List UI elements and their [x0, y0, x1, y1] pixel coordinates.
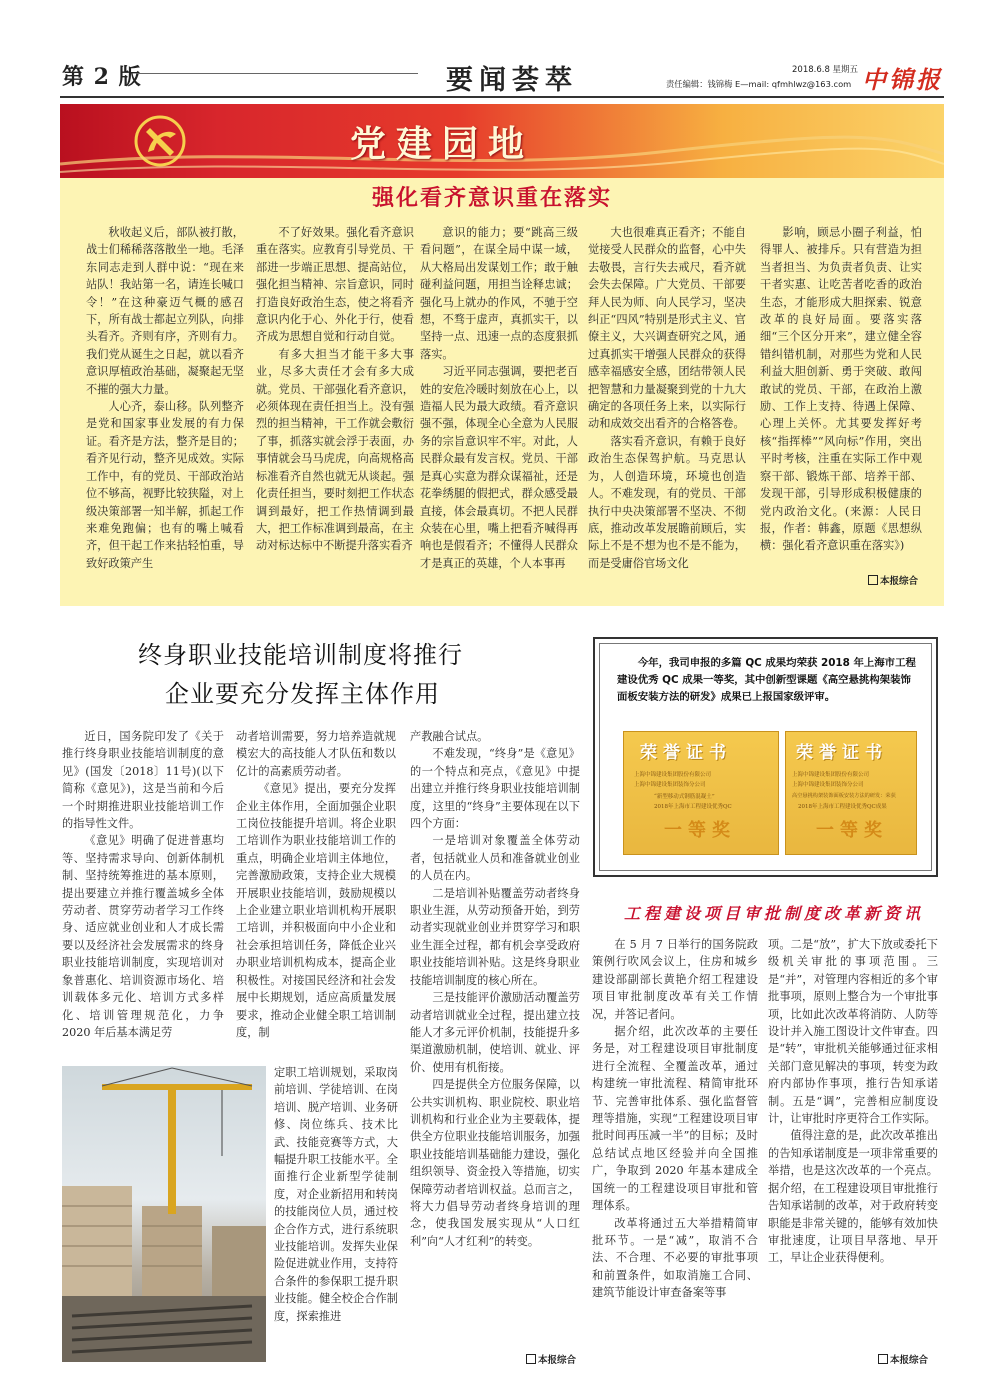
honor-box — [593, 637, 938, 877]
paragraph: 近日，国务院印发了《关于推行终身职业技能培训制度的意见》(国发〔2018〕11号)(以下简称《意见》)，这是当前和今后一个时期推进职业技能培训工作的指导性文件。 — [62, 730, 224, 831]
paragraph: 三是技能评价激励活动覆盖劳动者培训就业全过程，提出建立技能人才多元评价机制，技能提升多渠道激励机制，使培训、就业、评价、使用有机衔接。 — [410, 991, 580, 1074]
paragraph: 人心齐，泰山移。队列整齐是党和国家事业发展的有力保证。看齐是方法，整齐是目的；看齐见行动，整齐见成效。实际工作中，有的党员、干部政治站位不够高，视野比较狭隘，对上级决策部署一知半解，抓起工作来难免跑偏；也有的嘴上喊看齐，但干起工作来拈轻怕重，导致好政策产生 — [86, 400, 244, 570]
paragraph: 动者培训需要，努力培养造就规模宏大的高技能人才队伍和数以亿计的高素质劳动者。 — [236, 730, 396, 778]
source-tag-label: 本报综合 — [538, 1355, 577, 1366]
paragraph: 二是培训补贴覆盖劳动者终身职业生涯，从劳动预备开始，到劳动者实现就业创业并贯穿学习和职业生涯全过程，都有机会享受政府职业技能培训补贴。这是终身职业技能培训制度的核心所在。 — [410, 886, 580, 987]
paragraph: 《意见》提出，要充分发挥企业主体作用，全面加强企业职工岗位技能提升培训。将企业职工培训作为职业技能培训工作的重点，明确企业培训主体地位，完善激励政策，支持企业大规模开展职业技能培训，鼓励规模以上企业建立职业培训机构开展职工培训，并积极面向中小企业和社会承担培训任务，降低企业兴办职业培训机构成本，提高企业积极性。对接国民经济和社会发展中长期规划，适应高质量发展要求，推动企业健全职工培训制度，制 — [236, 782, 396, 1039]
section-title: 要闻荟萃 — [446, 65, 578, 96]
vocational-column-2 — [236, 728, 396, 1058]
certificate-line: 2018年上海市工程建设优秀QC成果 — [798, 804, 887, 810]
approval-column-1 — [592, 936, 758, 1360]
party-column-1 — [86, 224, 244, 596]
paragraph: 意识的能力；要“跳高三级看问题”，在谋全局中谋一域，从大格局出发谋划工作；敢于触碰利益问题，用担当诠释忠诚；强化马上就办的作风，不驰于空想，不骛于虚声，真抓实干，以坚持一点、迅速一点的态度狠抓落实。 — [420, 226, 578, 361]
paragraph: 据介绍，此次改革的主要任务是，对工程建设项目审批制度进行全流程、全覆盖改革，通过构建统一审批流程、精简审批环节、完善审批体系、强化监督管理等措施，实现“工程建设项目审批时间再压减一半”的目标；及时总结试点地区经验并向全国推广，争取到 2020 年基本建成全国统一的工程建设项目审批和管理体系。 — [592, 1025, 758, 1213]
certificate-heading: 荣誉证书 — [640, 743, 732, 763]
source-tag — [868, 573, 918, 587]
vocational-title-line1: 终身职业技能培训制度将推行 — [138, 641, 463, 669]
vocational-column-3 — [410, 728, 580, 1362]
certificate-heading: 荣誉证书 — [796, 743, 888, 763]
party-banner-title: 党建园地 — [350, 123, 535, 165]
certificate-line: 2018年上海市工程建设优秀QC — [654, 804, 732, 810]
crane-image-icon — [62, 1066, 266, 1362]
certificate-line: “新型移动式钢筋混凝土” — [654, 794, 715, 800]
paragraph: 有多大担当才能干多大事业，尽多大责任才会有多大成就。党员、干部强化看齐意识，必须体现在责任担当上。没有强烈的担当精神，干工作就会敷衍了事，抓落实就会浮于表面，办事情就会马马虎虎，向高规格高标准看齐自然也就无从谈起。强化责任担当，要时刻把工作状态调到最好，把工作热情调到最大，把工作标准调到最高，在主动对标达标中不断提升落实看齐 — [256, 347, 414, 553]
source-tag — [526, 1352, 576, 1366]
party-column-3 — [420, 224, 578, 596]
paragraph: 四是提供全方位服务保障，以公共实训机构、职业院校、职业培训机构和行业企业为主要载体，提供全方位职业技能培训服务，加强职业技能培训基础能力建设，强化组织领导、资金投入等措施，切实保障劳动者培训权益。总而言之，将大力倡导劳动者终身培训的理念，使我国发展实现从“人口红利”向“人才红利”的转变。 — [410, 1078, 580, 1248]
certificate-line: 上海中锦建设集团装饰分公司 — [634, 782, 706, 788]
source-tag-label: 本报综合 — [890, 1355, 929, 1366]
certificate-line: 上海中锦建设集团股份有限公司 — [634, 772, 712, 778]
vocational-column-2b — [274, 1064, 398, 1362]
construction-photo — [62, 1066, 266, 1362]
paragraph: 产教融合试点。 — [410, 730, 489, 743]
paper-logo: 中锦报 — [862, 65, 943, 94]
paragraph: 习近平同志强调，要把老百姓的安危冷暖时刻放在心上，以造福人民为最大政绩。看齐意识强不强，体现全心全意为人民服务的宗旨意识牢不牢。对此，人民群众最有发言权。党员、干部是真心实意为群众谋福祉，还是花拳绣腿的假把式，群众感受最直接，体会最真切。不把人民群众装在心里，嘴上把看齐喊得再响也是假看齐；不懂得人民群众才是真正的英雄，个人本事再 — [420, 365, 578, 570]
certificate-award: 一等奖 — [664, 820, 736, 841]
source-tag — [878, 1352, 928, 1366]
certificate-left — [623, 731, 779, 855]
vocational-title-line2: 企业要充分发挥主体作用 — [165, 680, 440, 708]
paragraph: 落实看齐意识，有赖于良好政治生态保驾护航。马克思认为，人创造环境，环境也创造人。不难发现，有的党员、干部执行中央决策部署不坚决、不彻底，推动改革发展瞻前顾后，实际上不是不想为也不是不能为，而是受庸俗官场文化 — [588, 434, 746, 570]
party-column-5 — [760, 224, 922, 574]
paragraph: 在 5 月 7 日举行的国务院政策例行吹风会议上，住房和城乡建设部副部长黄艳介绍工程建设项目审批制度改革有关工作情况，并答记者问。 — [592, 938, 758, 1021]
masthead-rule-left — [136, 73, 418, 74]
approval-column-2 — [768, 936, 938, 1332]
paragraph: 改革将通过五大举措精简审批环节。一是“减”，取消不合法、不合理、不必要的审批事项和前置条件，如取消施工合同、建筑节能设计审查备案等事 — [592, 1216, 758, 1300]
paragraph: 定职工培训规划，采取岗前培训、学徒培训、在岗培训、脱产培训、业务研修、岗位练兵、技术比武、技能竞赛等方式，大幅提升职工技能水平。全面推行企业新型学徒制度，对企业新招用和转岗的技能岗位人员，通过校企合作方式，进行系统职业技能培训。发挥失业保险促进就业作用，支持符合条件的参保职工提升职业技能。健全校企合作制度，探索推进 — [274, 1066, 398, 1323]
certificate-award: 一等奖 — [816, 820, 888, 841]
square-icon — [526, 1354, 536, 1364]
party-banner — [60, 104, 944, 178]
source-tag-label: 本报综合 — [880, 576, 919, 587]
square-icon — [878, 1354, 888, 1364]
paragraph: 项。二是“放”，扩大下放或委托下级机关审批的事项范围。三是“并”，对管理内容相近的多个审批事项，原则上整合为一个审批事项，比如此次改革将消防、人防等设计并入施工图设计文件审查。四是“转”，审批机关能够通过征求相关部门意见解决的事项，转变为政府内部协作事项，推行告知承诺制。五是“调”，完善相应制度设计，让审批时序更符合工作实际。 — [768, 938, 938, 1126]
paragraph: 《意见》明确了促进普惠均等、坚持需求导向、创新体制机制、坚持统筹推进的基本原则，提出要建立并推行覆盖城乡全体劳动者、贯穿劳动者学习工作终身、适应就业创业和人才成长需要以及经济社会发展需求的终身职业技能培训制度，实现培训对象普惠化、培训资源市场化、培训载体多元化、培训方式多样化、培训管理规范化，力争 2020 年后基本满足劳 — [62, 834, 224, 1039]
paragraph: 值得注意的是，此次改革推出的告知承诺制度是一项非常重要的举措，也是这次改革的一个亮点。据介绍，在工程建设项目审批推行告知承诺制的改革，对于政府转变职能是非常关键的，能够有效加快审批速度，让项目早落地、早开工，早让企业获得便利。 — [768, 1129, 938, 1265]
paragraph: 不难发现，“终身”是《意见》的一个特点和亮点，《意见》中提出建立并推行终身职业技能培训制度，这里的“终身”主要体现在以下四个方面： — [410, 747, 580, 831]
masthead-rule-bottom — [60, 96, 944, 98]
page-number: 第 2 版 — [62, 64, 142, 90]
paragraph: 秋收起义后，部队被打散，战士们稀稀落落散坐一地。毛泽东同志走到人群中说：“现在来站队！我站第一名，请连长喊口令！”在这种豪迈气概的感召下，所有战士都起立列队，向排头看齐。齐则有序，齐则有力。我们党从诞生之日起，就以看齐意识厚植政治基础，凝聚起无坚不摧的强大力量。 — [86, 226, 244, 396]
honor-text: 今年，我司申报的多篇 QC 成果均荣获 2018 年上海市工程建设优秀 QC 成果一等奖，其中创新型课题《高空悬挑构架装饰面板安装方法的研发》成果已上报国家级评审。 — [617, 657, 916, 703]
paragraph: 影响，顾忌小圈子利益，怕得罪人、被排斥。只有营造为担当者担当、为负责者负责、让实干者实惠、让吃苦者吃香的政治生态，才能形成大胆探索、锐意改革的良好局面。要落实落细“三个区分开来”，建立健全容错纠错机制，对那些为党和人民利益大胆创新、勇于突破、敢闯敢试的党员、干部，在政治上激励、工作上支持、待遇上保障、心理上关怀。尤其要发挥好考核“指挥棒”“风向标”作用，突出平时考核，注重在实际工作中观察干部、锻炼干部、培养干部、发现干部，引导形成积极健康的党内政治文化。(来源：人民日报，作者：韩鑫，原题《思想纵横：强化看齐意识重在落实》) — [760, 226, 922, 553]
editor-line: 责任编辑：钱锦梅 E—mail: qfmhlwz@163.com — [666, 79, 852, 89]
certificate-line: 上海中锦建设集团股份有限公司 — [792, 772, 870, 778]
square-icon — [868, 575, 878, 585]
party-article-title: 强化看齐意识重在落实 — [372, 185, 613, 211]
paragraph: 大也很难真正看齐；不能自觉接受人民群众的监督，心中失去敬畏，言行失去戒尺，看齐就会失去保障。广大党员、干部要拜人民为师、向人民学习，坚决纠正“四风”特别是形式主义、官僚主义，大兴调查研究之风，通过真抓实干增强人民群众的获得感幸福感安全感，团结带领人民把智慧和力量凝聚到党的十九大确定的各项任务上来，以实际行动和成效交出看齐的合格答卷。 — [588, 226, 746, 431]
party-column-4 — [588, 224, 746, 596]
certificate-line: 上海中锦建设集团装饰分公司 — [792, 782, 864, 788]
vocational-column-1 — [62, 728, 224, 1058]
certificate-right — [785, 731, 917, 855]
issue-date: 2018.6.8 星期五 — [792, 65, 859, 75]
approval-title: 工程建设项目审批制度改革新资讯 — [624, 904, 925, 923]
certificate-line: 高空悬挑构架装饰面板安装方法的研发：荣获 — [792, 793, 896, 799]
paragraph: 一是培训对象覆盖全体劳动者，包括就业人员和准备就业创业的人员在内。 — [410, 834, 580, 883]
party-column-2 — [256, 224, 414, 596]
paragraph: 不了好效果。强化看齐意识重在落实。应教育引导党员、干部进一步端正思想、提高站位，强化担当精神、宗旨意识，同时打造良好政治生态，使之将看齐意识内化于心、外化于行，使看齐成为思想自觉和行动自觉。 — [256, 226, 414, 344]
